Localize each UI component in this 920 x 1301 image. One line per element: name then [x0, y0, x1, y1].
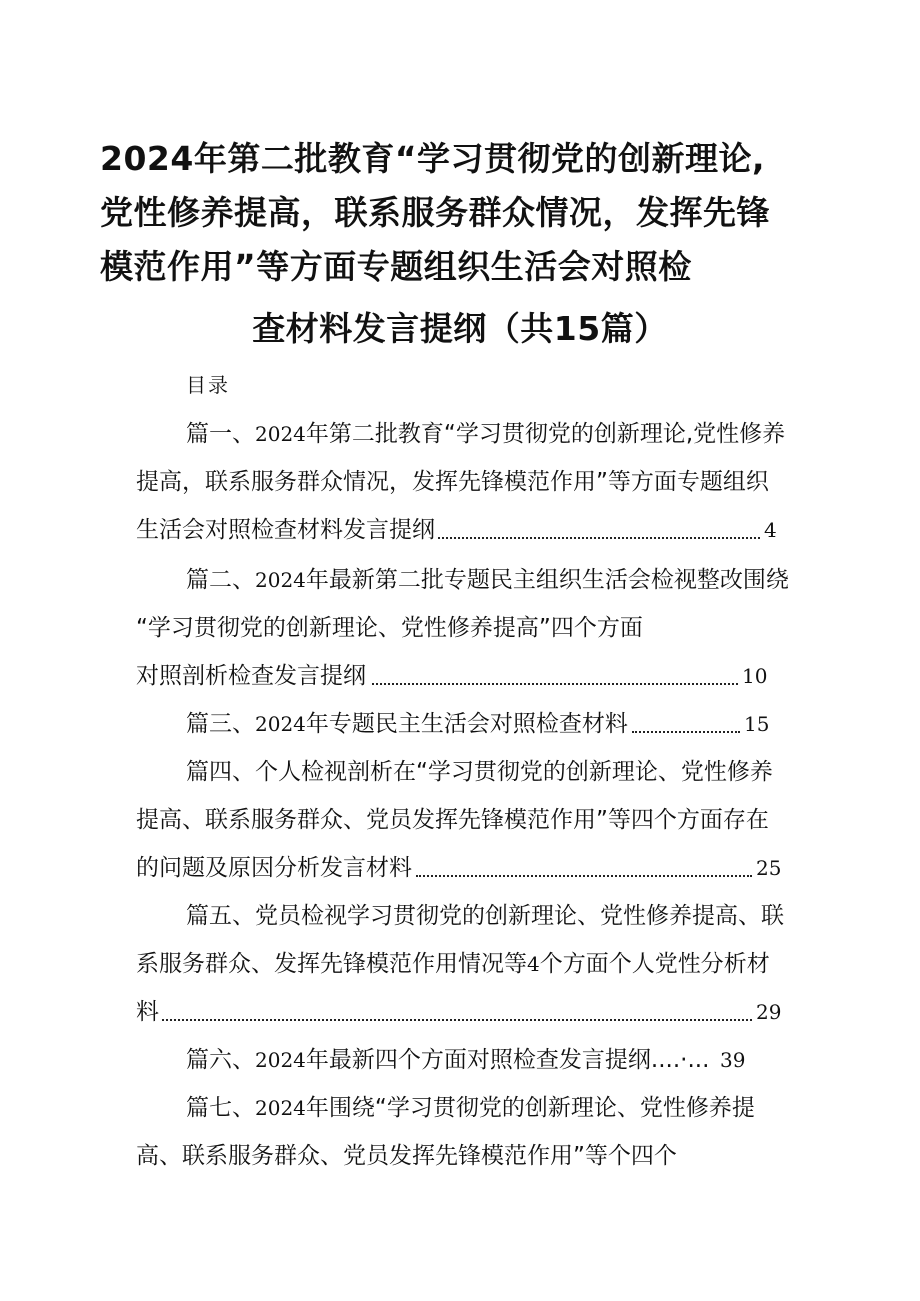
entry-text: 生活会对照检查材料发言提纲	[136, 517, 435, 543]
page-number: 29	[756, 1000, 782, 1024]
toc-entry-4-line-3[interactable]	[0, 846, 920, 890]
toc-entry-2-line-1[interactable]	[0, 558, 920, 602]
entry-text: 料	[136, 999, 159, 1025]
dot-leader	[632, 731, 740, 733]
title-line-1: 2024年第二批教育“学习贯彻党的创新理论,	[100, 139, 766, 178]
entry-text: 的问题及原因分析发言材料	[136, 855, 412, 881]
page-number: 15	[744, 712, 770, 736]
dot-leader	[416, 875, 752, 877]
toc-entry-5-line-1[interactable]	[0, 894, 920, 938]
toc-entry-1-line-1[interactable]	[0, 412, 920, 456]
dot-leader	[438, 537, 760, 539]
entry-text: 年专题民主生活会对照检查材料	[305, 711, 628, 737]
toc-entry-4-line-2[interactable]	[0, 798, 920, 842]
entry-year: 2024	[255, 1048, 306, 1072]
entry-text: 个方面个人党性分析材	[539, 951, 770, 977]
entry-prefix: 篇七、	[186, 1095, 255, 1121]
document-title	[100, 132, 820, 356]
entry-text: 年第二批教育“学习贯彻党的创新理论,党性修养	[305, 421, 786, 447]
title-line-4: 查材料发言提纲（共15篇）	[252, 309, 668, 348]
toc-entry-7-line-1[interactable]	[0, 1086, 920, 1130]
title-line-3: 模范作用”等方面专题组织生活会对照检	[100, 247, 692, 286]
entry-text: 提高，联系服务群众情况，发挥先锋模范作用”等方面专题组织	[136, 469, 769, 495]
entry-text: 高、联系服务群众、党员发挥先锋模范作用”等个四个	[136, 1143, 677, 1169]
entry-prefix: 篇三、	[186, 711, 255, 737]
entry-count: 4	[527, 952, 540, 976]
entry-text: “学习贯彻党的创新理论、党性修养提高”四个方面	[136, 615, 643, 641]
entry-year: 2024	[255, 1096, 306, 1120]
toc-entry-2-line-3[interactable]	[0, 654, 920, 698]
entry-year: 2024	[255, 568, 306, 592]
entry-text: 年最新第二批专题民主组织生活会检视整改围绕	[305, 567, 789, 593]
dot-leader	[162, 1019, 752, 1021]
page-number: 25	[756, 856, 782, 880]
toc-entry-1-line-2[interactable]	[0, 460, 920, 504]
entry-text: 篇四、个人检视剖析在“学习贯彻党的创新理论、党性修养	[186, 759, 773, 785]
dot-leader	[372, 683, 738, 685]
entry-text: 对照剖析检查发言提纲	[136, 663, 366, 689]
toc-entry-4-line-1[interactable]	[0, 750, 920, 794]
toc-entry-3-line-1[interactable]	[0, 702, 920, 746]
toc-entry-5-line-3[interactable]	[0, 990, 920, 1034]
toc-heading: 目录	[186, 373, 230, 397]
page-number: 4	[764, 518, 777, 542]
entry-year: 2024	[255, 422, 306, 446]
entry-prefix: 篇一、	[186, 421, 255, 447]
toc-entry-1-line-3[interactable]	[0, 508, 920, 552]
entry-year: 2024	[255, 712, 306, 736]
toc-entry-2-line-2[interactable]	[0, 606, 920, 650]
entry-text: 年最新四个方面对照检查发言提纲....·...	[305, 1047, 710, 1073]
entry-text: 系服务群众、发挥先锋模范作用情况等	[136, 951, 527, 977]
entry-prefix: 篇二、	[186, 567, 255, 593]
toc-entry-6-line-1[interactable]	[0, 1038, 920, 1082]
toc-entry-7-line-2[interactable]	[0, 1134, 920, 1178]
toc-entry-5-line-2[interactable]	[0, 942, 920, 986]
entry-prefix: 篇六、	[186, 1047, 255, 1073]
page-number: 39	[720, 1048, 746, 1072]
page-number: 10	[742, 664, 768, 688]
entry-text: 年围绕“学习贯彻党的创新理论、党性修养提	[305, 1095, 755, 1121]
entry-text: 篇五、党员检视学习贯彻党的创新理论、党性修养提高、联	[186, 903, 784, 929]
title-line-2: 党性修养提高，联系服务群众情况，发挥先锋	[100, 193, 770, 232]
entry-text: 提高、联系服务群众、党员发挥先锋模范作用”等四个方面存在	[136, 807, 769, 833]
